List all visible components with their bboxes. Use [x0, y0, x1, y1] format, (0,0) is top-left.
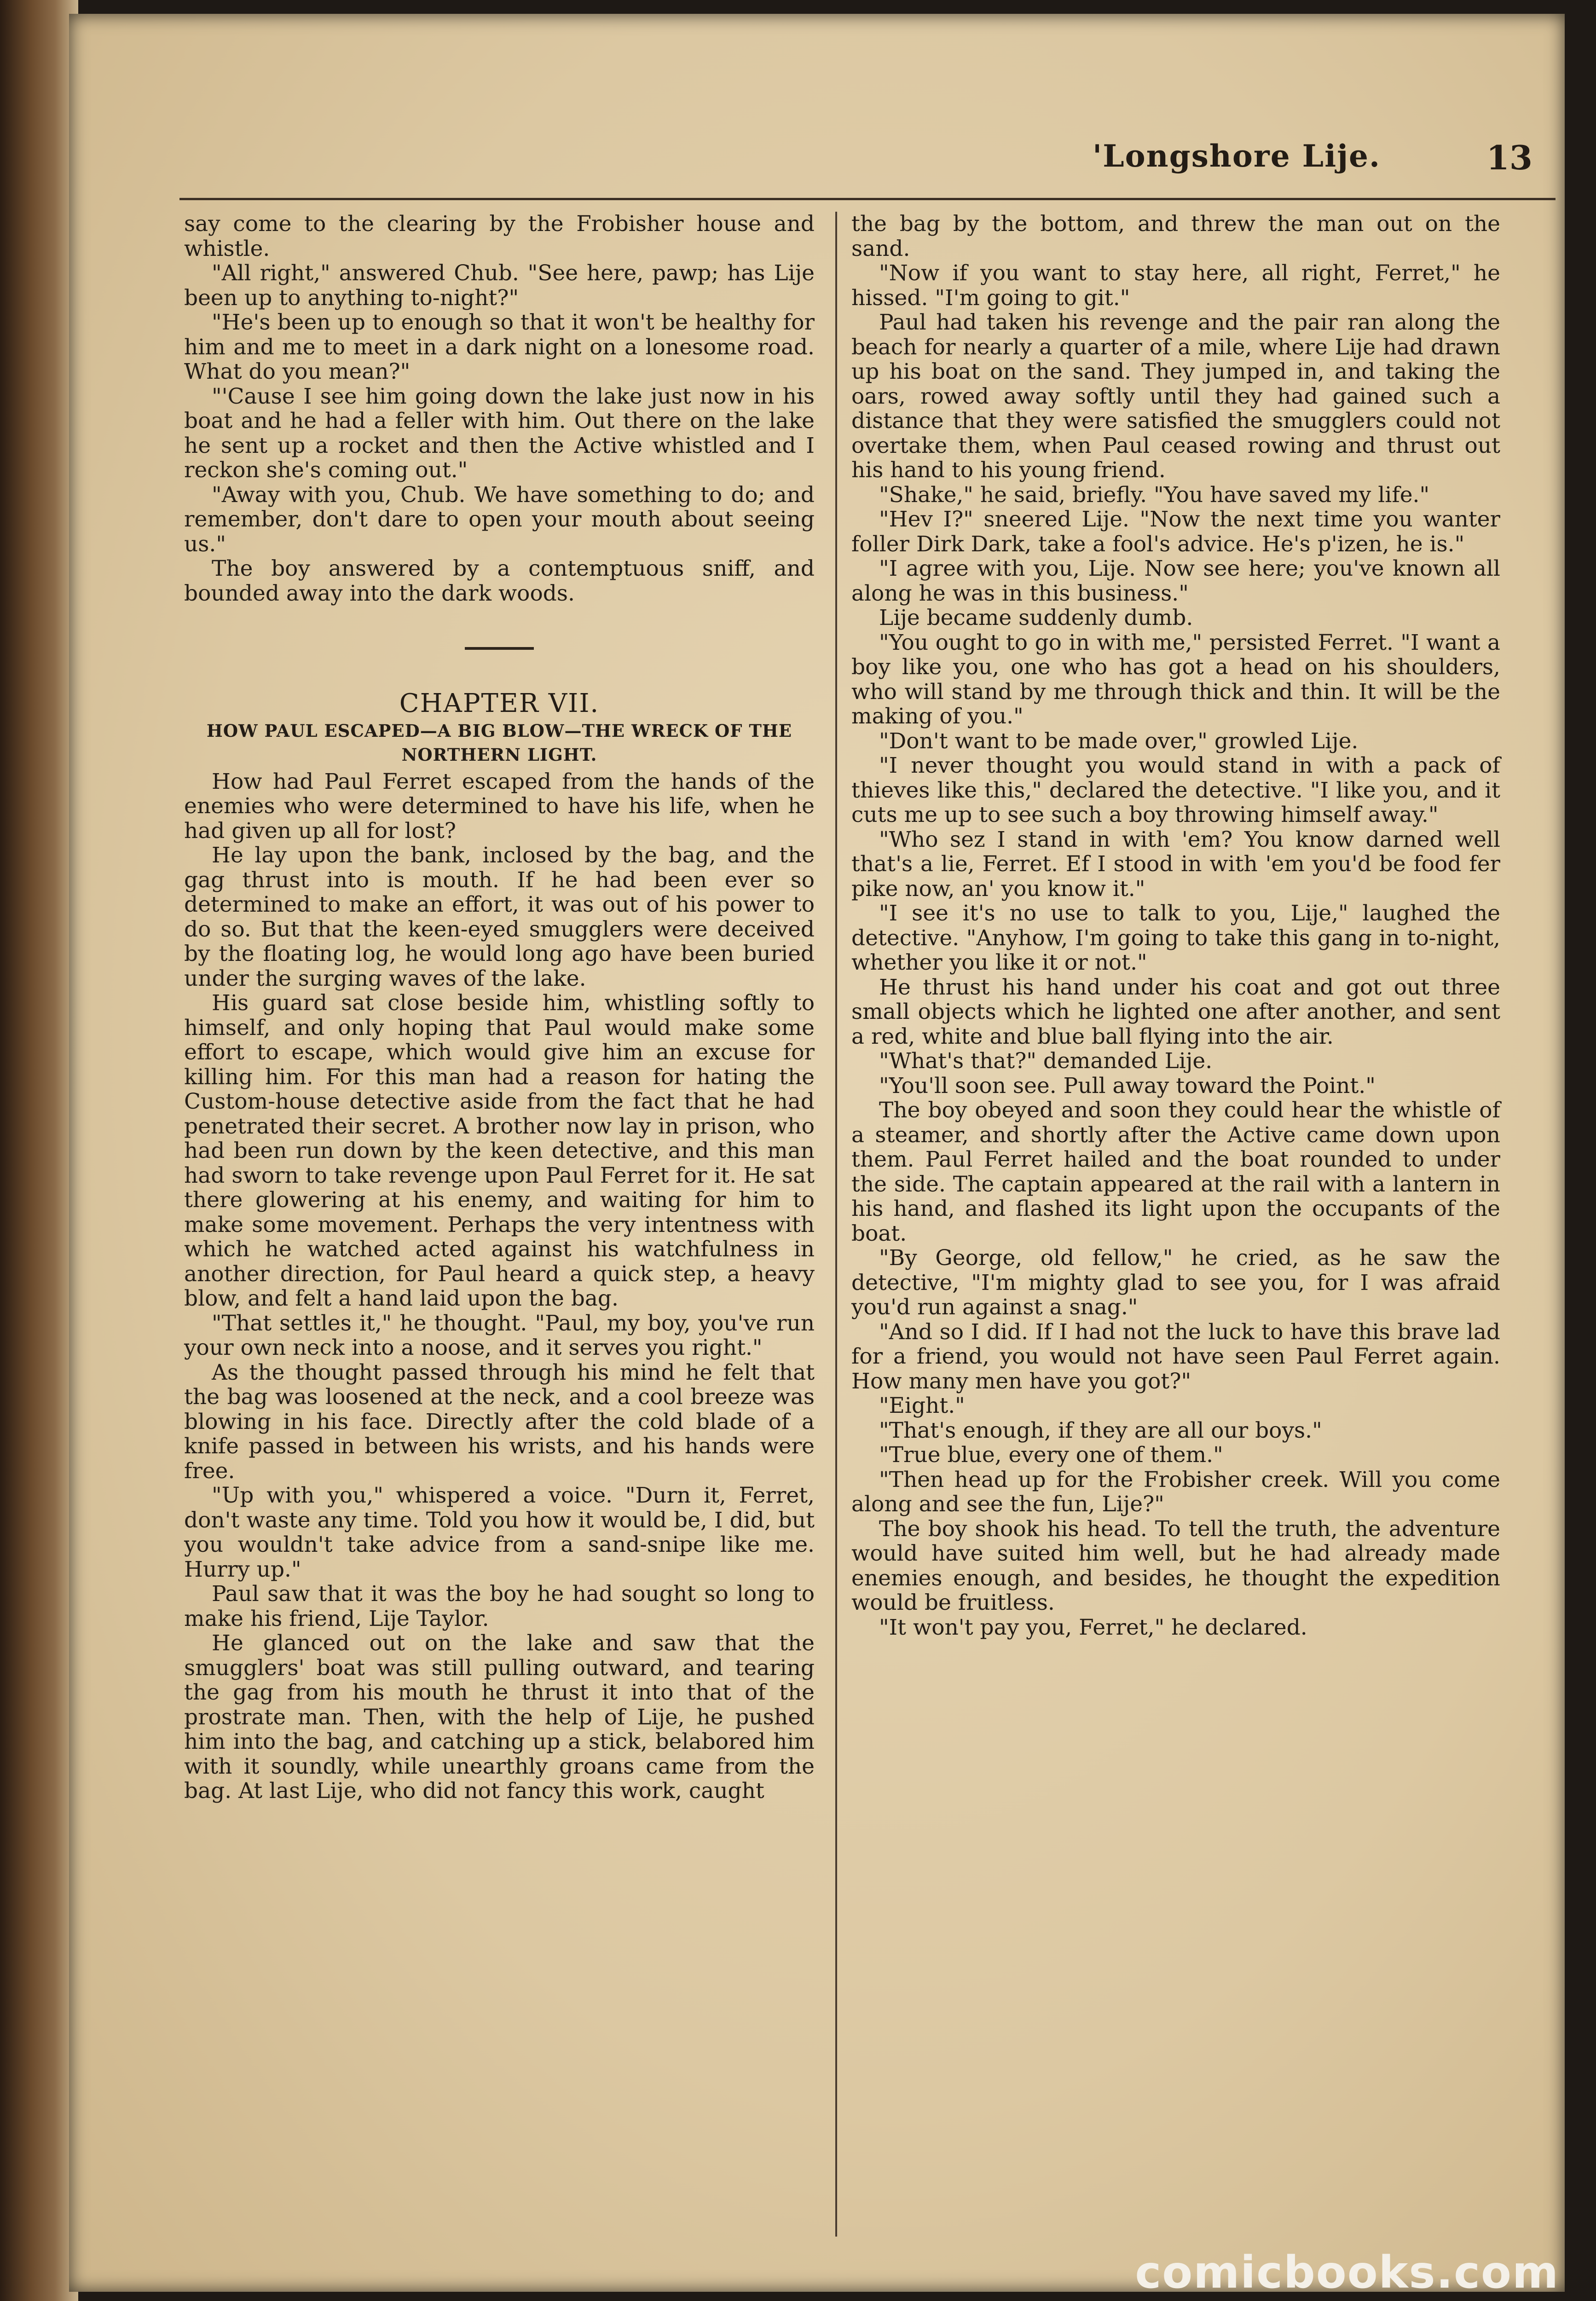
paragraph: Lije became suddenly dumb.	[879, 605, 1193, 630]
paragraph: "That settles it," he thought. "Paul, my boy, you've run your own neck into a noose, and it serves you right."	[184, 1310, 815, 1360]
paragraph: He thrust his hand under his coat and got out three small objects which he lighted one after another, and sent a red, white and blue ball flying into the air.	[851, 974, 1500, 1049]
paragraph: the bag by the bottom, and threw the man out on the sand.	[851, 211, 1500, 261]
paragraph: "I never thought you would stand in with a pack of thieves like this," declared the detective. "I like you, and it cuts me up to see such a boy throwing himself away."	[851, 753, 1500, 827]
paragraph: "'Cause I see him going down the lake just now in his boat and he had a feller with him. Out there on the lake he sent up a rocket and then the Active whistled and I reckon she's coming out."	[184, 383, 815, 483]
paragraph: "By George, old fellow," he cried, as he saw the detective, "I'm mighty glad to see you, for I was afraid you'd run against a snag."	[851, 1245, 1500, 1320]
paragraph: say come to the clearing by the Frobisher house and whistle.	[184, 211, 815, 261]
book-spine	[0, 0, 78, 2301]
paragraph: "Eight."	[879, 1393, 965, 1418]
paragraph: "Shake," he said, briefly. "You have saved my life."	[879, 482, 1430, 508]
right-column	[851, 212, 1500, 1640]
header-rule	[179, 198, 1556, 200]
page-header	[226, 138, 1537, 179]
paragraph: "Now if you want to stay here, all right, Ferret," he hissed. "I'm going to git."	[851, 260, 1500, 311]
paragraph: "And so I did. If I had not the luck to have this brave lad for a friend, you would not have seen Paul Ferret again. How many men have you got?"	[851, 1319, 1500, 1394]
book-page	[69, 14, 1565, 2292]
paragraph: "Who sez I stand in with 'em? You know darned well that's a lie, Ferret. Ef I stood in with 'em you'd be food fer pike now, an' you know it."	[851, 827, 1500, 902]
paragraph: "True blue, every one of them."	[879, 1442, 1223, 1468]
paragraph: "That's enough, if they are all our boys."	[879, 1417, 1322, 1443]
paragraph: Paul saw that it was the boy he had sought so long to make his friend, Lije Taylor.	[184, 1581, 815, 1631]
paragraph: "It won't pay you, Ferret," he declared.	[879, 1614, 1307, 1640]
paragraph: The boy shook his head. To tell the truth, the adventure would have suited him well, but he had already made enemies enough, and besides, he thought the expedition would be fruitless.	[851, 1516, 1500, 1615]
paragraph: "Hev I?" sneered Lije. "Now the next time you wanter foller Dirk Dark, take a fool's advice. He's p'izen, he is."	[851, 507, 1500, 557]
paragraph: "You'll soon see. Pull away toward the Point."	[879, 1073, 1376, 1098]
paragraph: Paul had taken his revenge and the pair ran along the beach for nearly a quarter of a mile, where Lije had drawn up his boat on the sand. They jumped in, and taking the oars, rowed away softly until they had gained such a distance that they were satisfied the smugglers could not overtake them, when Paul ceased rowing and thrust out his hand to his young friend.	[851, 310, 1500, 483]
paragraph: The boy answered by a contemptuous sniff, and bounded away into the dark woods.	[184, 556, 815, 606]
paragraph: "What's that?" demanded Lije.	[879, 1048, 1213, 1074]
paragraph: "All right," answered Chub. "See here, pawp; has Lije been up to anything to-night?"	[184, 260, 815, 311]
paragraph: "Up with you," whispered a voice. "Durn it, Ferret, don't waste any time. Told you how it would be, I did, but you wouldn't take advice from a sand-snipe like me. Hurry up."	[184, 1483, 815, 1582]
paragraph: "I see it's no use to talk to you, Lije," laughed the detective. "Anyhow, I'm going to take this gang in to-night, whether you like it or not."	[851, 901, 1500, 975]
paragraph: The boy obeyed and soon they could hear the whistle of a steamer, and shortly after the Active came down upon them. Paul Ferret hailed and the boat rounded to under the side. The captain appeared at the rail with a lantern in his hand, and flashed its light upon the occupants of the boat.	[851, 1098, 1500, 1246]
chapter-title: CHAPTER VII.	[399, 688, 600, 718]
paragraph: How had Paul Ferret escaped from the hands of the enemies who were determined to have his life, when he had given up all for lost?	[184, 769, 815, 844]
paragraph: "I agree with you, Lije. Now see here; you've known all along he was in this business."	[851, 556, 1500, 606]
paragraph: His guard sat close beside him, whistling softly to himself, and only hoping that Paul would make some effort to escape, which would give him an excuse for killing him. For this man had a reason for hating the Custom-house detective aside from the fact that he had penetrated their secret. A brother now lay in prison, who had been run down by the keen detective, and this man had sworn to take revenge upon Paul Ferret for it. He sat there glowering at his enemy, and waiting for him to make some movement. Perhaps the very intentness with which he watched acted against his watchfulness in another direction, for Paul heard a quick step, a heavy blow, and felt a hand laid upon the bag.	[184, 990, 815, 1311]
site-watermark: comicbooks.com	[1135, 2247, 1559, 2298]
chapter-subtitle: HOW PAUL ESCAPED—A BIG BLOW—THE WRECK OF THE NORTHERN LIGHT.	[206, 720, 792, 765]
left-column	[184, 212, 815, 1804]
running-title: 'Longshore Lije.	[1093, 138, 1381, 174]
paragraph: He glanced out on the lake and saw that the smugglers' boat was still pulling outward, and tearing the gag from his mouth he thrust it into that of the prostrate man. Then, with the help of Lije, he pushed him into the bag, and catching up a stick, belabored him with it soundly, while unearthly groans came from the bag. At last Lije, who did not fancy this work, caught	[184, 1630, 815, 1804]
column-divider	[835, 212, 837, 2237]
paragraph: "You ought to go in with me," persisted Ferret. "I want a boy like you, one who has got a head on his shoulders, who will stand by me through thick and thin. It will be the making of you."	[851, 630, 1500, 729]
paragraph: "Don't want to be made over," growled Lije.	[879, 728, 1359, 754]
page-number: 13	[1486, 138, 1532, 177]
paragraph: As the thought passed through his mind he felt that the bag was loosened at the neck, and a cool breeze was blowing in his face. Directly after the cold blade of a knife passed in between his wrists, and his hands were free.	[184, 1359, 815, 1484]
paragraph: "He's been up to enough so that it won't be healthy for him and me to meet in a dark night on a lonesome road. What do you mean?"	[184, 310, 815, 384]
section-divider	[465, 647, 534, 650]
paragraph: "Then head up for the Frobisher creek. Will you come along and see the fun, Lije?"	[851, 1467, 1500, 1517]
paragraph: He lay upon the bank, inclosed by the bag, and the gag thrust into is mouth. If he had been ever so determined to make an effort, it was out of his power to do so. But that the keen-eyed smugglers were deceived by the floating log, he would long ago have been buried under the surging waves of the lake.	[184, 843, 815, 991]
paragraph: "Away with you, Chub. We have something to do; and remember, don't dare to open your mouth about seeing us."	[184, 482, 815, 557]
